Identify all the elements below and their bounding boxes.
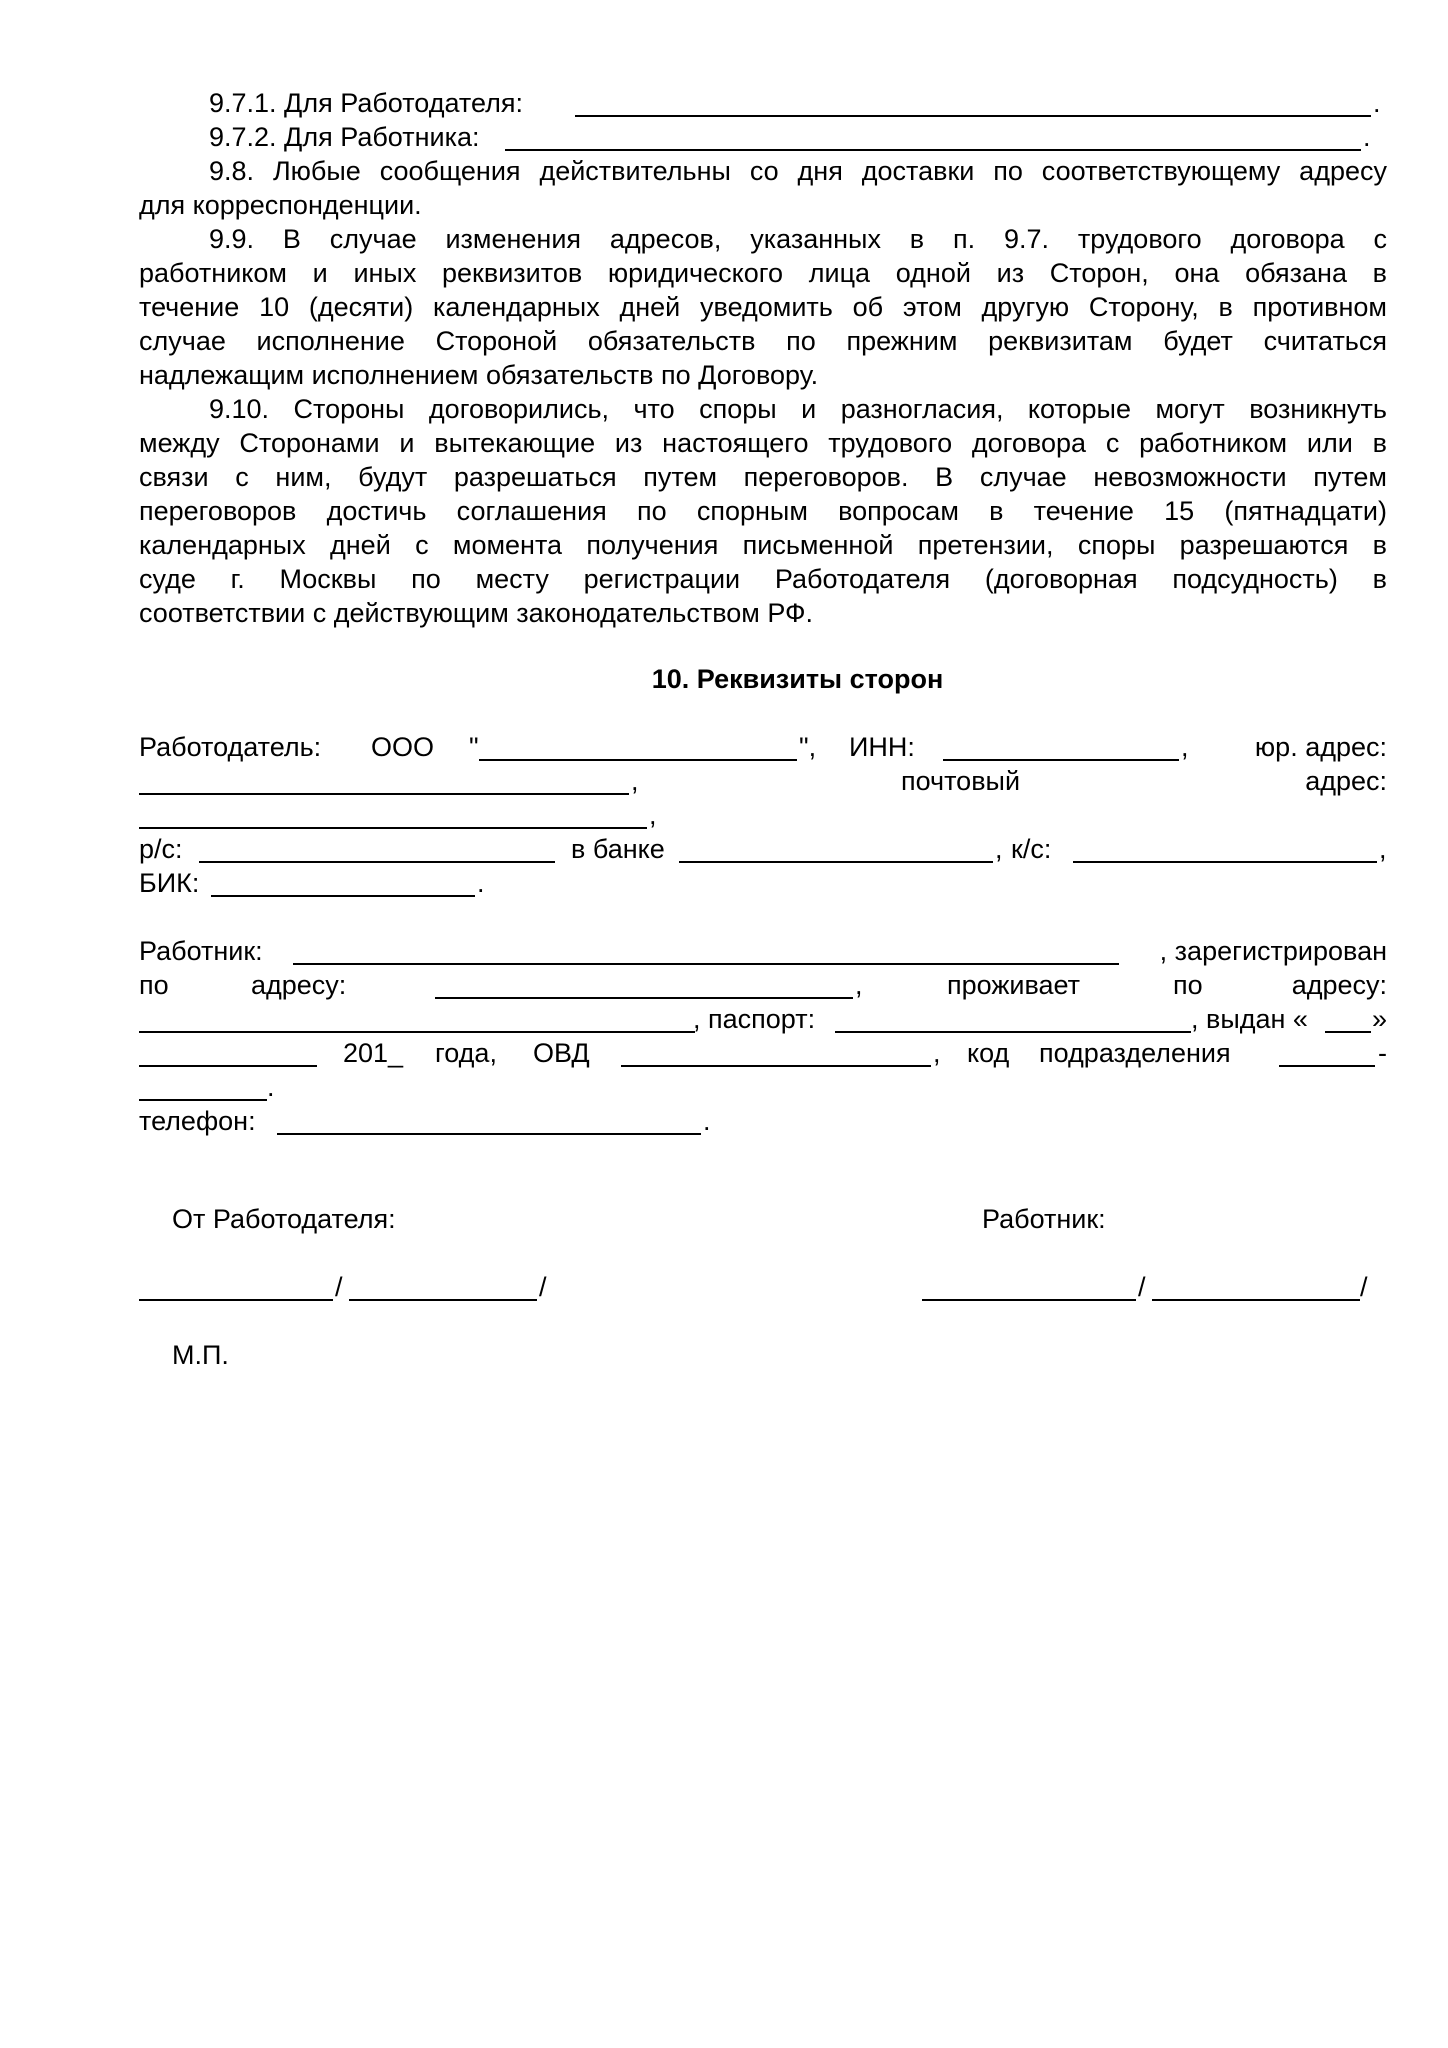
issuing-authority-blank[interactable]	[621, 1065, 931, 1067]
registration-address-blank[interactable]	[435, 997, 853, 999]
employee-line-4: 201_ года, ОВД , код подразделения -	[139, 1036, 1387, 1070]
employer-line-5: БИК: .	[139, 868, 485, 898]
employee-signature-blank[interactable]	[922, 1299, 1136, 1301]
inn-blank[interactable]	[943, 759, 1179, 761]
postal-address-blank[interactable]	[139, 827, 647, 829]
clause-9-10-line-2: между Сторонами и вытекающие из настоящего трудового договора с работником или в	[139, 428, 1387, 458]
passport-number-blank[interactable]	[835, 1031, 1191, 1033]
legal-address-blank[interactable]	[139, 793, 629, 795]
employee-address-blank[interactable]	[505, 149, 1361, 151]
employer-line-1: Работодатель: ООО " ", ИНН: , юр. адрес:	[139, 732, 1387, 762]
clause-9-9-line-5: надлежащим исполнением обязательств по Договору.	[139, 360, 819, 390]
clause-9-9-line-1: 9.9. В случае изменения адресов, указанных в п. 9.7. трудового договора с	[209, 224, 1387, 254]
correspondent-account-blank[interactable]	[1073, 861, 1377, 863]
issue-month-blank[interactable]	[139, 1065, 317, 1067]
employee-signature-line: / /	[922, 1270, 1372, 1304]
seal-mark: М.П.	[172, 1340, 229, 1370]
employer-signature-title: От Работодателя:	[172, 1204, 396, 1234]
clause-9-10-line-7: соответствии с действующим законодательством РФ.	[139, 598, 814, 628]
clause-9-7-1: 9.7.1. Для Работодателя: .	[209, 88, 1381, 118]
settlement-account-blank[interactable]	[199, 861, 555, 863]
division-code-second-blank[interactable]	[139, 1099, 267, 1101]
clause-9-10-line-3: связи с ним, будут разрешаться путем переговоров. В случае невозможности путем	[139, 462, 1387, 492]
employee-line-5: .	[139, 1070, 1387, 1104]
clause-9-10-line-1: 9.10. Стороны договорились, что споры и разногласия, которые могут возникнуть	[209, 394, 1387, 424]
bank-name-blank[interactable]	[679, 861, 993, 863]
section-10-heading: 10. Реквизиты сторон	[651, 664, 944, 694]
clause-9-8-line-2: для корреспонденции.	[139, 190, 422, 220]
employer-name-blank[interactable]	[349, 1299, 537, 1301]
clause-9-10-line-5: календарных дней с момента получения письменной претензии, споры разрешаются в	[139, 530, 1387, 560]
clause-9-10-line-4: переговоров достичь соглашения по спорным вопросам в течение 15 (пятнадцати)	[139, 496, 1387, 526]
clause-9-9-line-2: работником и иных реквизитов юридического лица одной из Сторон, она обязана в	[139, 258, 1387, 288]
clause-9-9-line-3: течение 10 (десяти) календарных дней уведомить об этом другую Сторону, в противном	[139, 292, 1387, 322]
employer-signature-line: / /	[139, 1270, 559, 1304]
employee-line-1: Работник: , зарегистрирован	[139, 936, 1387, 966]
employee-name-blank[interactable]	[293, 963, 1119, 965]
issue-day-blank[interactable]	[1325, 1031, 1371, 1033]
clause-9-8-line-1: 9.8. Любые сообщения действительны со дня доставки по соответствующему адресу	[209, 156, 1387, 186]
residence-address-blank[interactable]	[139, 1031, 695, 1033]
company-name-blank[interactable]	[479, 759, 797, 761]
division-code-first-blank[interactable]	[1279, 1065, 1375, 1067]
employee-line-3: , паспорт: , выдан « »	[139, 1002, 1387, 1036]
employer-signature-blank[interactable]	[139, 1299, 333, 1301]
employer-address-blank[interactable]	[575, 115, 1371, 117]
bik-blank[interactable]	[211, 895, 475, 897]
employer-line-3: ,	[139, 798, 1387, 832]
employee-signature-title: Работник:	[982, 1204, 1106, 1234]
employer-line-4: р/с: в банке , к/с: ,	[139, 834, 1387, 864]
clause-9-7-2: 9.7.2. Для Работника: .	[209, 122, 1371, 152]
clause-9-9-line-4: случае исполнение Стороной обязательств по прежним реквизитам будет считаться	[139, 326, 1387, 356]
employee-line-6: телефон: .	[139, 1106, 711, 1136]
employee-line-2: по адресу: , проживает по адресу:	[139, 970, 1387, 1000]
employee-signature-name-blank[interactable]	[1152, 1299, 1360, 1301]
phone-blank[interactable]	[277, 1133, 701, 1135]
clause-9-10-line-6: суде г. Москвы по месту регистрации Работодателя (договорная подсудность) в	[139, 564, 1387, 594]
employer-line-2: , почтовый адрес:	[139, 764, 1387, 798]
